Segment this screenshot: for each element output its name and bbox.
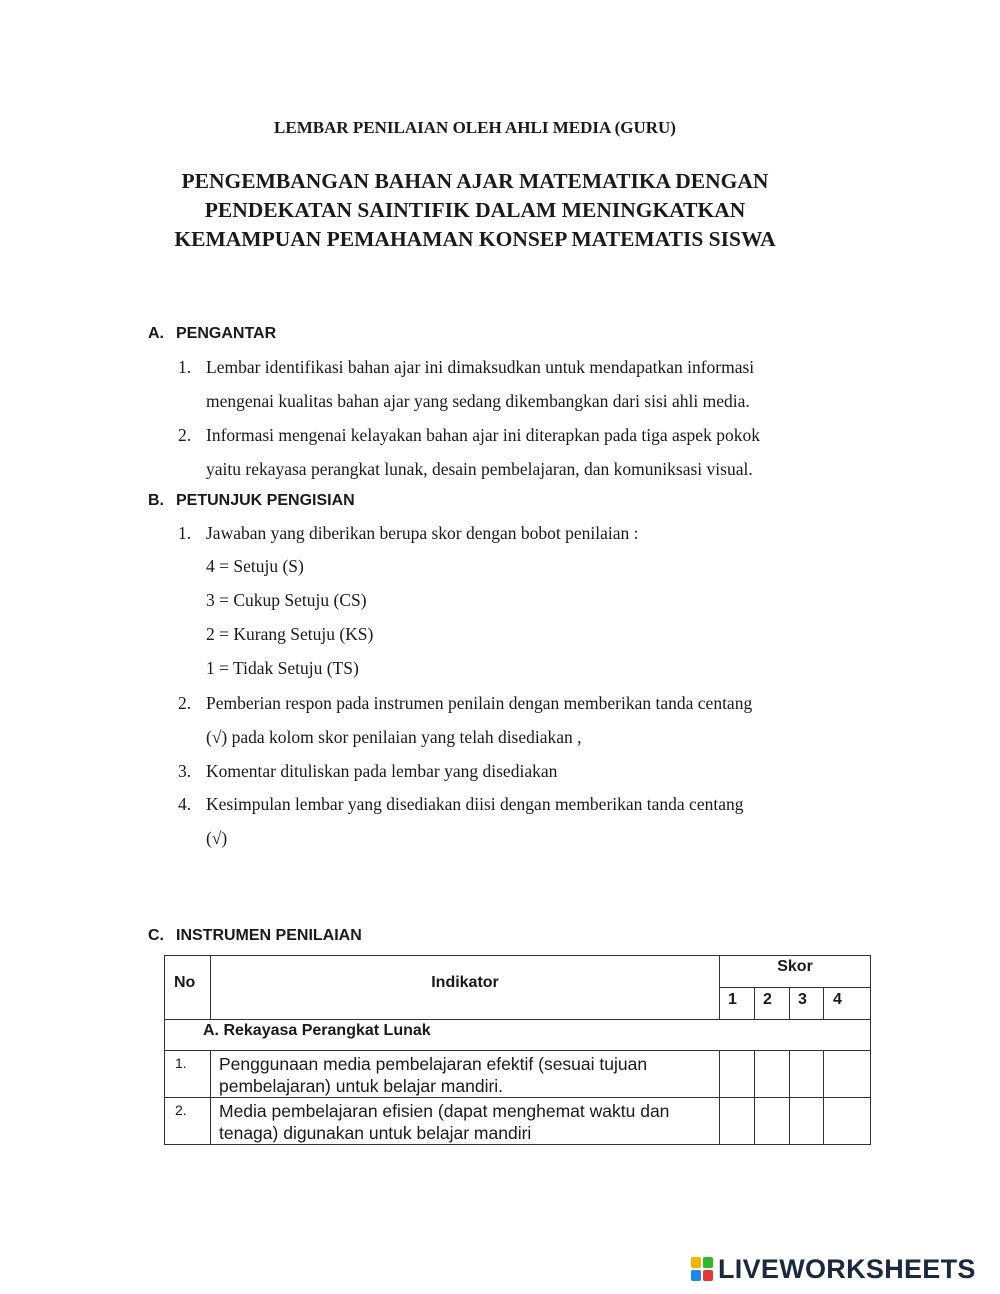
form-subtitle: LEMBAR PENILAIAN OLEH AHLI MEDIA (GURU) [274, 118, 676, 137]
table-row [165, 1051, 871, 1098]
score-scale-2: 2 = Kurang Setuju (KS) [206, 624, 374, 644]
item-number: 4. [178, 794, 192, 814]
item-line: Komentar dituliskan pada lembar yang disediakan [206, 761, 558, 781]
score-header-2: 2 [755, 988, 790, 1020]
item-number: 1. [178, 523, 192, 543]
pengantar-item-2 [178, 418, 848, 486]
score-cell-2[interactable] [755, 1098, 790, 1145]
item-number: 2. [178, 693, 192, 713]
section-a-letter: A. [148, 325, 164, 342]
score-cell-4[interactable] [824, 1051, 871, 1098]
row-number: 1. [165, 1051, 211, 1098]
section-c-letter: C. [148, 927, 164, 944]
section-b-heading [148, 492, 355, 510]
assessment-table [164, 955, 871, 1145]
section-a-title: PENGANTAR [176, 325, 277, 342]
item-line: Pemberian respon pada instrumen penilain dengan memberikan tanda centang [206, 693, 753, 713]
brand-name: LIVEWORKSHEETS [718, 1253, 976, 1284]
score-scale-4: 4 = Setuju (S) [206, 556, 304, 576]
column-header-indikator: Indikator [211, 956, 720, 1020]
table-row [165, 1098, 871, 1145]
item-number: 1. [178, 357, 192, 377]
petunjuk-item-2 [178, 686, 848, 754]
score-cell-1[interactable] [720, 1051, 755, 1098]
score-cell-1[interactable] [720, 1098, 755, 1145]
score-scale-3: 3 = Cukup Setuju (CS) [206, 590, 367, 610]
item-line: (√) [206, 828, 228, 848]
section-c-title: INSTRUMEN PENILAIAN [176, 927, 362, 944]
score-scale-1: 1 = Tidak Setuju (TS) [206, 658, 359, 678]
section-c-heading [148, 927, 362, 945]
petunjuk-item-1 [178, 516, 848, 550]
item-line: Jawaban yang diberikan berupa skor dengan bobot penilaian : [206, 523, 639, 543]
score-cell-2[interactable] [755, 1051, 790, 1098]
item-number: 3. [178, 761, 192, 781]
item-line: Lembar identifikasi bahan ajar ini dimaksudkan untuk mendapatkan informasi [206, 357, 755, 377]
section-b-title: PETUNJUK PENGISIAN [176, 492, 355, 509]
pengantar-item-1 [178, 350, 848, 418]
title-line-3: KEMAMPUAN PEMAHAMAN KONSEP MATEMATIS SISWA [174, 227, 776, 251]
item-line: yaitu rekayasa perangkat lunak, desain pembelajaran, dan komuniksasi visual. [206, 459, 753, 479]
item-line: mengenai kualitas bahan ajar yang sedang dikembangkan dari sisi ahli media. [206, 391, 750, 411]
subsection-row: A. Rekayasa Perangkat Lunak [165, 1020, 871, 1051]
title-line-2: PENDEKATAN SAINTIFIK DALAM MENINGKATKAN [204, 198, 746, 222]
score-cell-3[interactable] [790, 1051, 824, 1098]
liveworksheets-logo-icon [690, 1256, 714, 1282]
petunjuk-item-3 [178, 754, 848, 788]
row-indikator: Media pembelajaran efisien (dapat menghemat waktu dan tenaga) digunakan untuk belajar mandiri [211, 1098, 720, 1145]
section-a-heading [148, 325, 276, 343]
item-line: Informasi mengenai kelayakan bahan ajar ini diterapkan pada tiga aspek pokok [206, 425, 760, 445]
score-header-4: 4 [824, 988, 871, 1020]
score-header-1: 1 [720, 988, 755, 1020]
item-line: (√) pada kolom skor penilaian yang telah disediakan , [206, 727, 582, 747]
score-cell-3[interactable] [790, 1098, 824, 1145]
item-line: Kesimpulan lembar yang disediakan diisi dengan memberikan tanda centang [206, 794, 744, 814]
petunjuk-item-4 [178, 787, 848, 855]
score-cell-4[interactable] [824, 1098, 871, 1145]
score-header-3: 3 [790, 988, 824, 1020]
document-title [0, 167, 950, 254]
title-line-1: PENGEMBANGAN BAHAN AJAR MATEMATIKA DENGAN [181, 169, 769, 193]
row-number: 2. [165, 1098, 211, 1145]
section-b-letter: B. [148, 492, 164, 509]
column-header-no: No [165, 956, 211, 1020]
item-number: 2. [178, 425, 192, 445]
column-header-skor: Skor [720, 956, 871, 988]
row-indikator: Penggunaan media pembelajaran efektif (sesuai tujuan pembelajaran) untuk belajar mandiri. [211, 1051, 720, 1098]
liveworksheets-brand [690, 1252, 976, 1286]
